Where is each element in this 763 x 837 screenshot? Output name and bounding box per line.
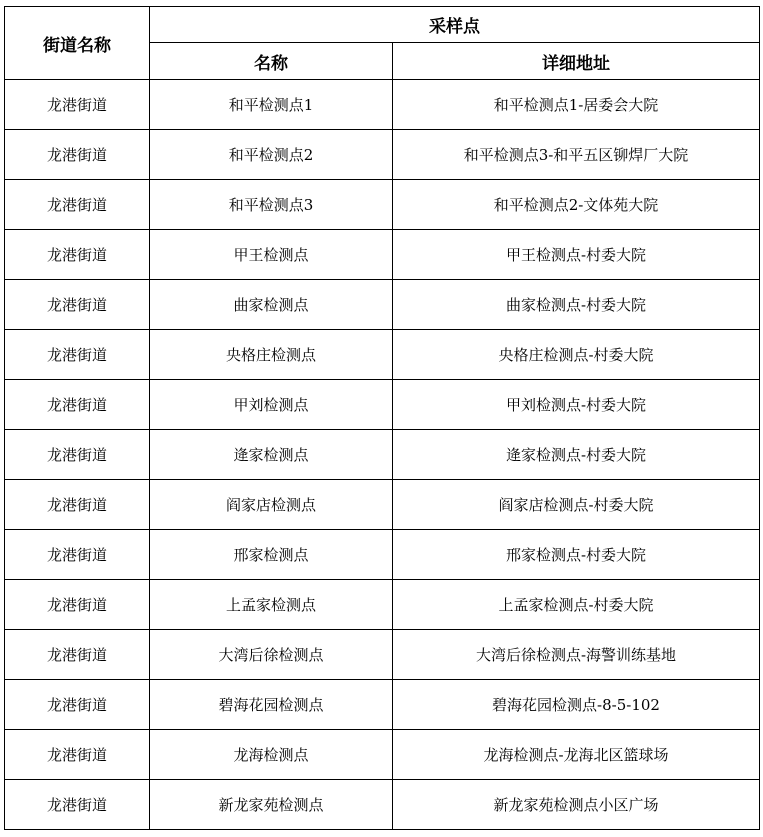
cell-address: 逄家检测点-村委大院: [393, 430, 760, 480]
cell-name: 邢家检测点: [150, 530, 393, 580]
cell-address: 上孟家检测点-村委大院: [393, 580, 760, 630]
cell-street: 龙港街道: [5, 780, 150, 830]
cell-name: 曲家检测点: [150, 280, 393, 330]
cell-name: 碧海花园检测点: [150, 680, 393, 730]
table-row: [5, 680, 760, 730]
cell-address: 大湾后徐检测点-海警训练基地: [393, 630, 760, 680]
table-row: [5, 480, 760, 530]
table-row: [5, 530, 760, 580]
cell-street: 龙港街道: [5, 430, 150, 480]
cell-street: 龙港街道: [5, 580, 150, 630]
table-row: [5, 80, 760, 130]
cell-street: 龙港街道: [5, 230, 150, 280]
cell-address: 和平检测点1-居委会大院: [393, 80, 760, 130]
cell-name: 甲刘检测点: [150, 380, 393, 430]
header-row-top: [5, 7, 760, 43]
cell-street: 龙港街道: [5, 530, 150, 580]
table-row: [5, 430, 760, 480]
header-street-name: 街道名称: [5, 7, 150, 80]
cell-address: 曲家检测点-村委大院: [393, 280, 760, 330]
cell-street: 龙港街道: [5, 180, 150, 230]
header-sampling-point: 采样点: [150, 7, 760, 43]
cell-name: 龙海检测点: [150, 730, 393, 780]
cell-name: 央格庄检测点: [150, 330, 393, 380]
cell-address: 龙海检测点-龙海北区篮球场: [393, 730, 760, 780]
cell-street: 龙港街道: [5, 680, 150, 730]
cell-address: 邢家检测点-村委大院: [393, 530, 760, 580]
cell-street: 龙港街道: [5, 330, 150, 380]
cell-street: 龙港街道: [5, 630, 150, 680]
header-name: 名称: [150, 43, 393, 80]
cell-street: 龙港街道: [5, 480, 150, 530]
table-row: [5, 380, 760, 430]
cell-street: 龙港街道: [5, 280, 150, 330]
cell-address: 阎家店检测点-村委大院: [393, 480, 760, 530]
cell-name: 和平检测点1: [150, 80, 393, 130]
cell-address: 新龙家苑检测点小区广场: [393, 780, 760, 830]
table-row: [5, 630, 760, 680]
table-row: [5, 130, 760, 180]
cell-address: 甲刘检测点-村委大院: [393, 380, 760, 430]
cell-name: 和平检测点3: [150, 180, 393, 230]
table-row: [5, 330, 760, 380]
cell-address: 央格庄检测点-村委大院: [393, 330, 760, 380]
table-row: [5, 730, 760, 780]
cell-name: 逄家检测点: [150, 430, 393, 480]
cell-street: 龙港街道: [5, 730, 150, 780]
table-row: [5, 780, 760, 830]
cell-name: 和平检测点2: [150, 130, 393, 180]
table-row: [5, 280, 760, 330]
header-address: 详细地址: [393, 43, 760, 80]
cell-address: 和平检测点3-和平五区铆焊厂大院: [393, 130, 760, 180]
cell-address: 碧海花园检测点-8-5-102: [393, 680, 760, 730]
table-row: [5, 180, 760, 230]
sampling-sites-table: [4, 6, 760, 830]
cell-name: 上孟家检测点: [150, 580, 393, 630]
cell-name: 甲王检测点: [150, 230, 393, 280]
cell-address: 和平检测点2-文体苑大院: [393, 180, 760, 230]
cell-street: 龙港街道: [5, 130, 150, 180]
table-row: [5, 580, 760, 630]
cell-name: 新龙家苑检测点: [150, 780, 393, 830]
cell-street: 龙港街道: [5, 80, 150, 130]
cell-street: 龙港街道: [5, 380, 150, 430]
cell-name: 阎家店检测点: [150, 480, 393, 530]
table-row: [5, 230, 760, 280]
cell-address: 甲王检测点-村委大院: [393, 230, 760, 280]
cell-name: 大湾后徐检测点: [150, 630, 393, 680]
